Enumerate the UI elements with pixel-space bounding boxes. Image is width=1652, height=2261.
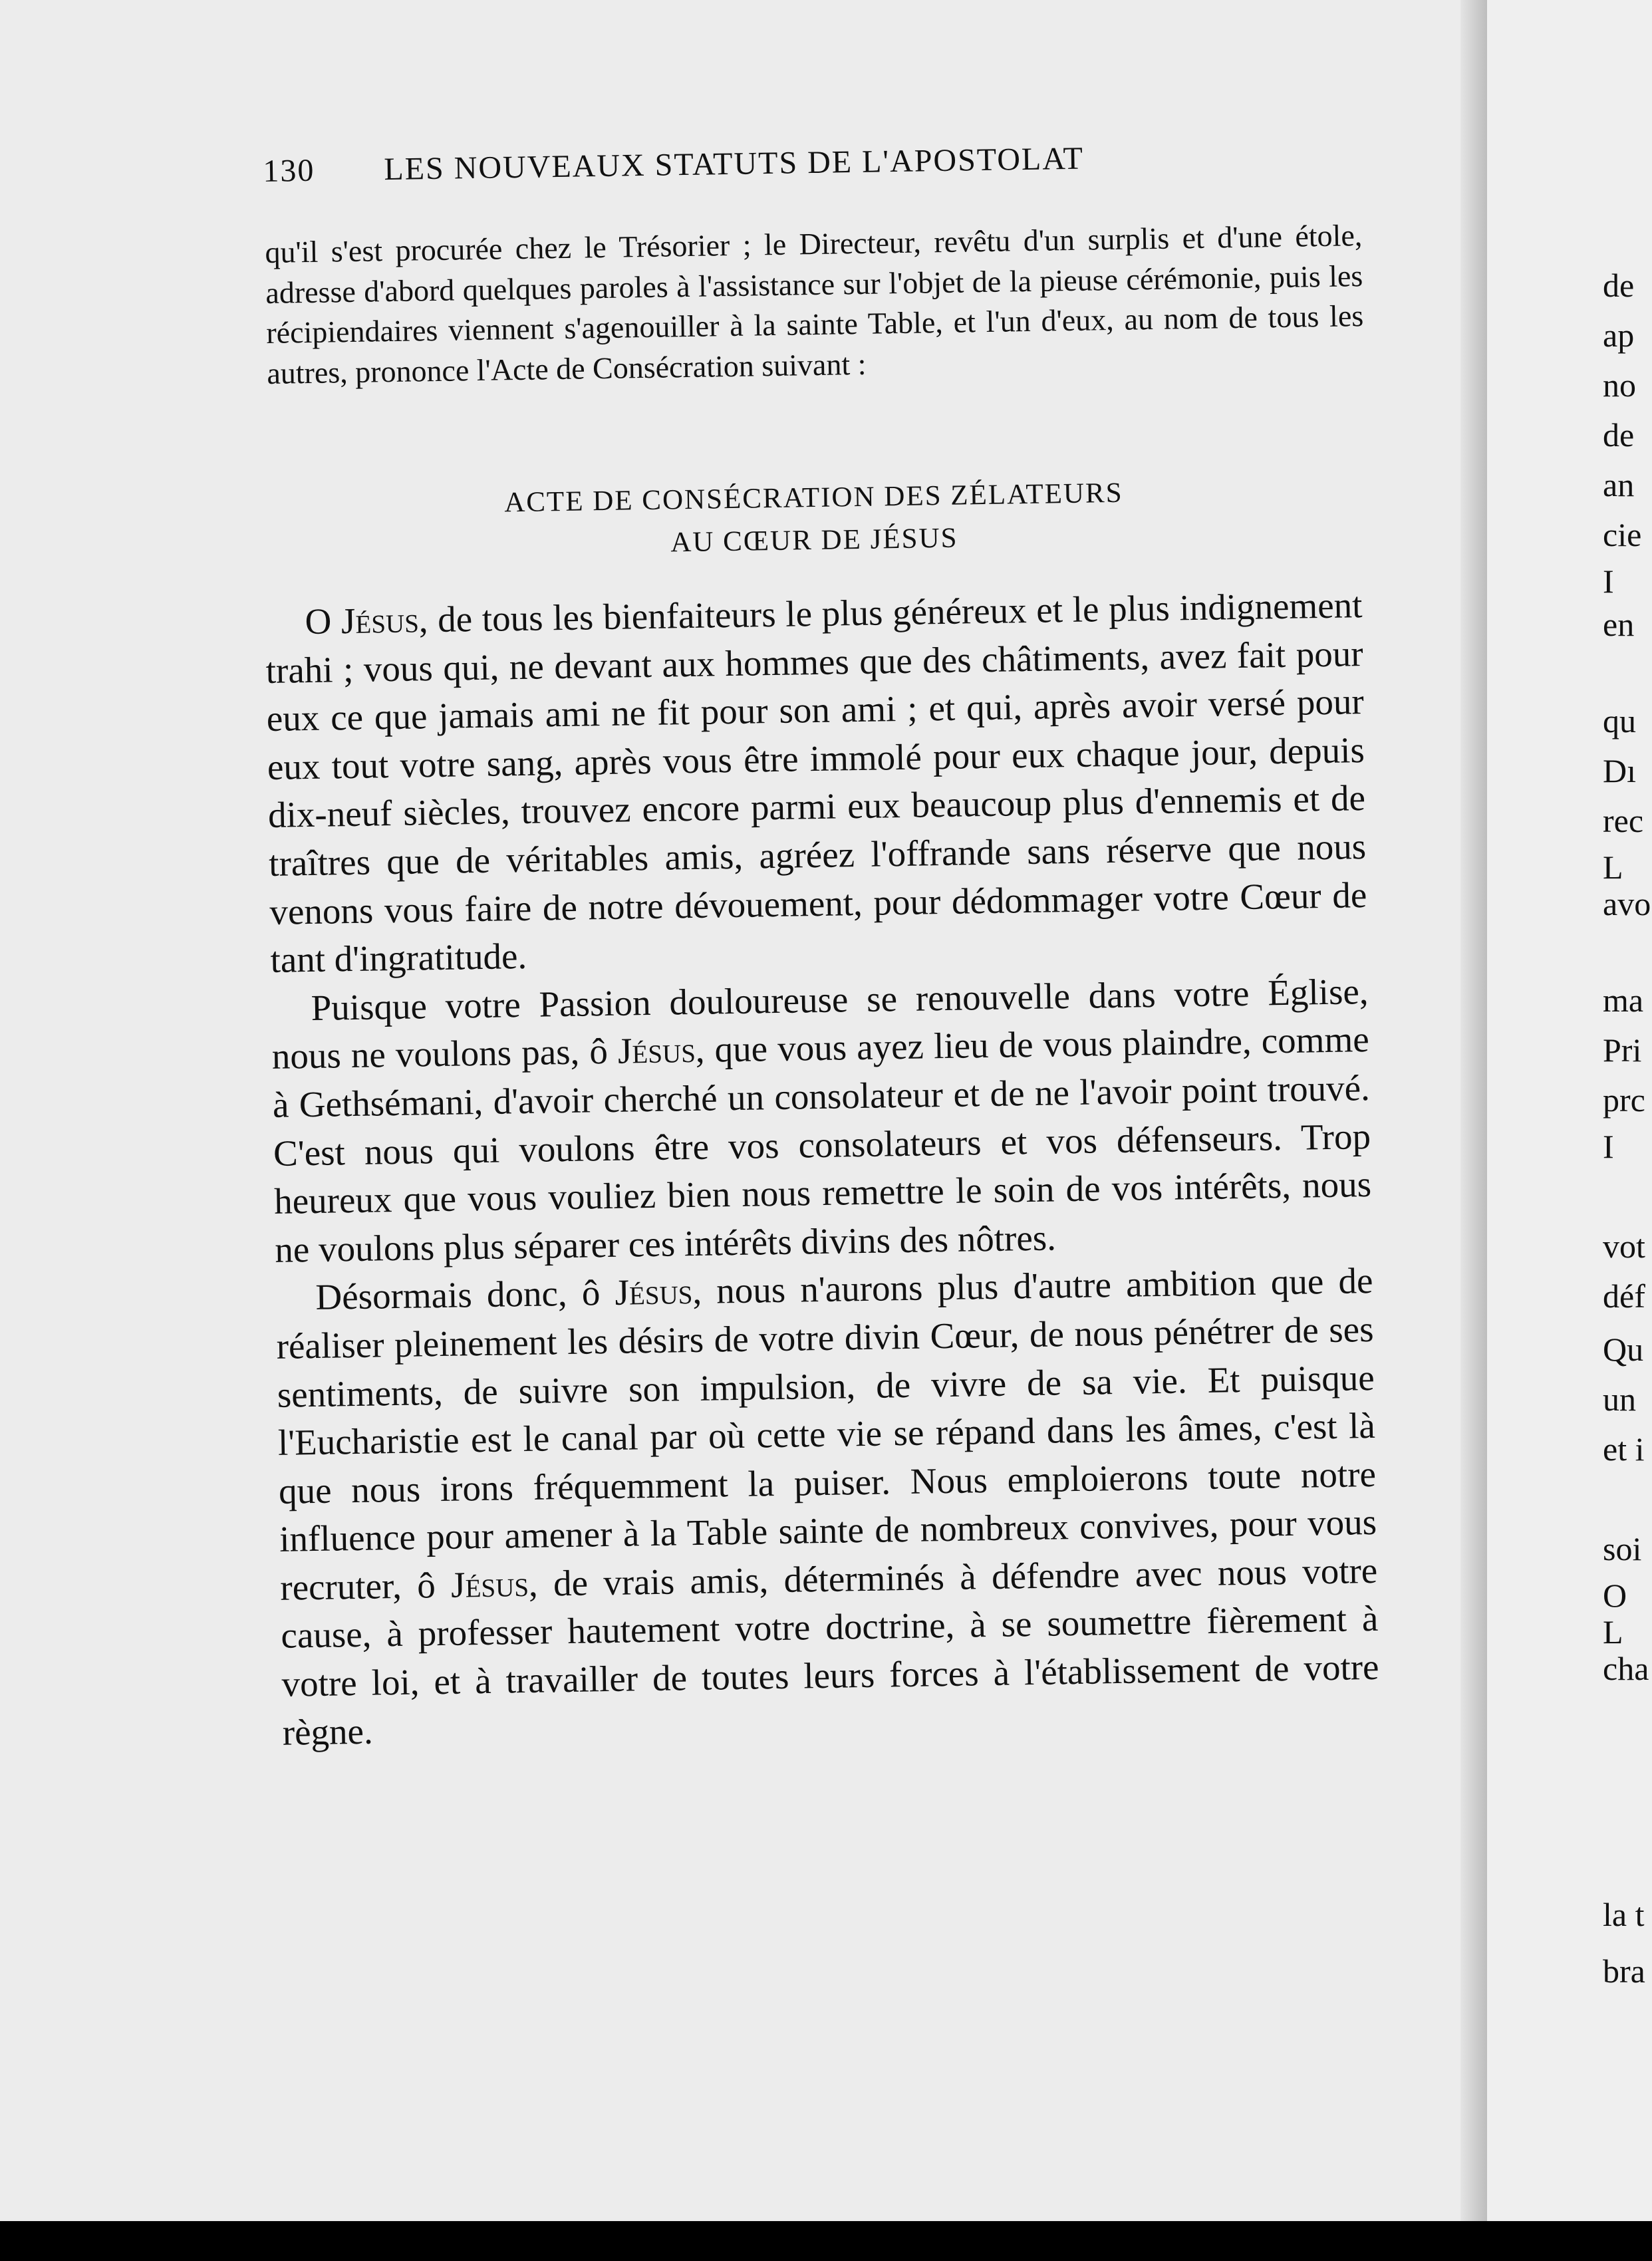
right-fragment: de: [1603, 267, 1635, 304]
right-fragment: O: [1603, 1577, 1627, 1614]
right-fragment: déf: [1603, 1277, 1645, 1315]
right-fragment: prc: [1603, 1081, 1645, 1119]
right-fragment: et i: [1603, 1430, 1645, 1468]
right-fragment: vot: [1603, 1228, 1645, 1265]
right-fragment: un: [1603, 1381, 1636, 1418]
text-run: , que vous ayez lieu de vous plaindre, comme à Gethsémani, d'avoir cherché un consolateur et de ne l'avoir point trouvé. C'est nous qui voulons être vos consolateurs et vos défenseurs. Trop heureux que vous vouliez bien nous remettre le soin de vos intérêts, nous ne voulons plus séparer ces intérêts divins des nôtres.: [272, 1019, 1372, 1270]
right-fragment: la t: [1603, 1896, 1645, 1933]
divine-name: Jésus: [450, 1563, 529, 1605]
right-fragment: I: [1603, 563, 1614, 600]
text-run: , de vrais amis, déterminés à défendre avec nous votre cause, à professer hautement votre doctrine, à se soumettre fièrement à votre loi, et à travailler de toutes leurs forces à l'établissement de votre règne.: [281, 1549, 1379, 1753]
right-fragment: ap: [1603, 317, 1635, 354]
running-title: LES NOUVEAUX STATUTS DE L'APOSTOLAT: [383, 140, 1085, 188]
prayer-paragraph-1: [265, 581, 1368, 985]
prayer-paragraph-2: [271, 968, 1373, 1274]
text-run: Puisque votre Passion douloureuse se renouvelle dans votre Église, nous ne voulons pas, ô: [271, 970, 1369, 1077]
right-fragment: ma: [1603, 982, 1644, 1019]
intro-text: qu'il s'est procurée chez le Trésorier ; le Directeur, revêtu d'un surplis et d'une étole, adresse d'abord quelques paroles à l'assistance sur l'objet de la pieuse cérémonie, puis les récipiendaires viennent s'agenouiller à la sainte Table, et l'un d'eux, au nom de tous les autres, prononce l'Acte de Consécration suivant :: [265, 218, 1364, 390]
right-fragment: cie: [1603, 516, 1642, 553]
text-run: , de tous les bienfaiteurs le plus généreux et le plus indignement trahi ; vous qui, ne devant aux hommes que des châtiments, avez fait pour eux ce que jamais ami ne fit pour son ami ; et qui, après avoir versé pour eux tout votre sang, après vous être immolé pour eux chaque jour, depuis dix-neuf siècles, trouvez encore parmi eux beaucoup plus d'ennemis et de traîtres que de véritables amis, agréez l'offrande sans réserve que nous venons vous faire de notre dévouement, pour dédommager votre Cœur de tant d'ingratitude.: [265, 585, 1367, 981]
right-fragment: Dı: [1603, 752, 1636, 789]
text-run: O: [305, 600, 342, 642]
right-fragment: de: [1603, 416, 1635, 454]
right-fragment: rec: [1603, 802, 1644, 839]
right-fragment: qu: [1603, 702, 1636, 739]
right-fragment: cha: [1603, 1650, 1649, 1687]
right-fragment: Pri: [1603, 1031, 1642, 1069]
right-fragment: bra: [1603, 1952, 1645, 1990]
divine-name: Jésus: [617, 1029, 696, 1072]
section-title: [265, 468, 1363, 571]
right-fragment: an: [1603, 466, 1635, 503]
right-fragment: en: [1603, 606, 1635, 643]
intro-paragraph: [265, 215, 1365, 394]
right-fragment: avo: [1603, 885, 1651, 922]
text-run: Désormais donc, ô: [315, 1272, 616, 1318]
scan-border: [0, 2221, 1652, 2261]
page-gutter: [1460, 0, 1487, 2221]
right-fragment: L: [1603, 849, 1623, 886]
right-fragment: Qu: [1603, 1331, 1644, 1368]
prayer-paragraph-3: [275, 1257, 1380, 1757]
right-page-text-fragments: [1603, 0, 1652, 2194]
section-title-line1: ACTE DE CONSÉCRATION DES ZÉLATEURS: [503, 477, 1123, 519]
right-fragment: no: [1603, 366, 1636, 404]
right-fragment: I: [1603, 1128, 1614, 1165]
divine-name: Jésus: [341, 599, 420, 642]
text-run: , nous n'aurons plus d'autre ambition que de réaliser pleinement les désirs de votre divin Cœur, de nous pénétrer de ses sentiments, de suivre son impulsion, de vivre de sa vie. Et puisque l'Eucharistie est le canal par où cette vie se répand dans les âmes, c'est là que nous irons fréquemment la puiser. Nous emploierons toute notre influence pour amener à la Table sainte de nombreux convives, pour vous recruter, ô: [276, 1260, 1377, 1608]
prayer-text: [265, 581, 1380, 1757]
divine-name: Jésus: [615, 1271, 693, 1313]
page-number: 130: [263, 152, 315, 189]
right-fragment: L: [1603, 1613, 1623, 1651]
section-title-line2: AU CŒUR DE JÉSUS: [670, 522, 958, 559]
right-fragment: soi: [1603, 1530, 1642, 1567]
